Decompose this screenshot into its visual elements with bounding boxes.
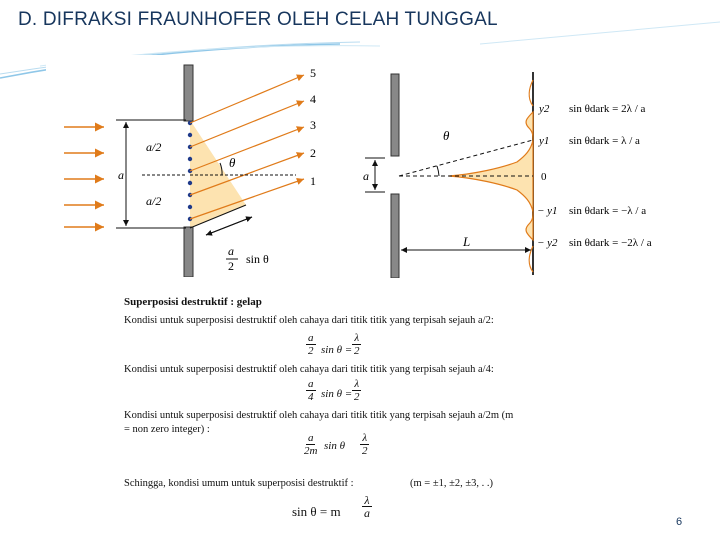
slit-wall-bottom	[391, 194, 399, 278]
ray-label-4: 4	[310, 92, 316, 106]
cond-3: sin θdark = −λ / a	[569, 205, 647, 217]
pos-y1: y1	[539, 135, 550, 147]
slit-wall-bottom	[184, 227, 193, 277]
theta-label: θ	[443, 128, 450, 143]
eq1-frac-right: $\frac{\lambda}{2}$	[354, 332, 360, 357]
cond-1: sin θdark = 2λ / a	[569, 103, 646, 115]
condition-line-3: Kondisi untuk superposisi destruktif oleh cahaya dari titik titik yang terpisah sejauh a/2m (m	[124, 410, 514, 421]
slit-wall-top	[184, 65, 193, 121]
eq2-frac-left: $\frac{a}{4}$	[308, 378, 314, 403]
eq1-mid: sin θ =	[321, 344, 353, 356]
a-label: a	[363, 169, 369, 183]
page-number: 6	[676, 516, 683, 528]
path-label-num: a	[228, 244, 234, 258]
cond-2: sin θdark = λ / a	[569, 135, 640, 147]
L-label: L	[463, 234, 471, 249]
width-label-full: a	[118, 168, 124, 182]
ray-label-2: 2	[310, 146, 316, 160]
general-condition-line: Schingga, kondisi umum untuk superposisi destruktif :	[124, 478, 354, 489]
pos-minus-y1: − y1	[537, 205, 558, 217]
cond-4: sin θdark = −2λ / a	[569, 237, 652, 249]
condition-line-1: Kondisi untuk superposisi destruktif oleh cahaya dari titik titik yang terpisah sejauh a/2:	[124, 315, 494, 326]
eq2-frac-right: $\frac{\lambda}{2}$	[354, 378, 360, 403]
eq4-left: sin θ = m	[292, 504, 341, 519]
ray-label-1: 1	[310, 174, 316, 188]
ray-label-3: 3	[310, 118, 316, 132]
diffraction-pattern-figure	[355, 50, 665, 278]
eq3-mid: sin θ	[324, 440, 345, 452]
pos-y2: y2	[539, 103, 550, 115]
single-slit-ray-figure	[46, 55, 344, 277]
width-label-bottom: a/2	[146, 194, 162, 208]
width-label-top: a/2	[146, 140, 162, 154]
path-label-sin: sin θ	[246, 252, 269, 266]
slit-wall-top	[391, 74, 399, 156]
condition-line-2: Kondisi untuk superposisi destruktif oleh cahaya dari titik titik yang terpisah sejauh a/4:	[124, 364, 494, 375]
destructive-superposition-text	[118, 292, 558, 537]
angle-label: θ	[229, 155, 236, 170]
pos-minus-y2: − y2	[537, 237, 558, 249]
eq1-frac-left: $\frac{a}{2}$	[308, 332, 314, 357]
ray-label-5: 5	[310, 66, 316, 80]
path-label-den: 2	[228, 259, 234, 273]
eq2-mid: sin θ =	[321, 388, 353, 400]
eq3-frac-right: $\frac{\lambda}{2}$	[362, 432, 368, 457]
diffraction-pattern-diagram	[355, 50, 665, 278]
heading: Superposisi destruktif : gelap	[124, 296, 262, 308]
pos-0: 0	[541, 171, 547, 183]
eq4-frac: $\frac{\lambda}{a}$	[364, 493, 370, 520]
m-values: (m = ±1, ±2, ±3, . .)	[410, 478, 493, 489]
condition-line-3b: = non zero integer) :	[124, 424, 210, 435]
page-title: D. DIFRAKSI FRAUNHOFER OLEH CELAH TUNGGAL	[18, 9, 498, 30]
eq3-frac-left: $\frac{a}{2m}$	[304, 432, 318, 457]
single-slit-ray-diagram	[46, 55, 344, 277]
